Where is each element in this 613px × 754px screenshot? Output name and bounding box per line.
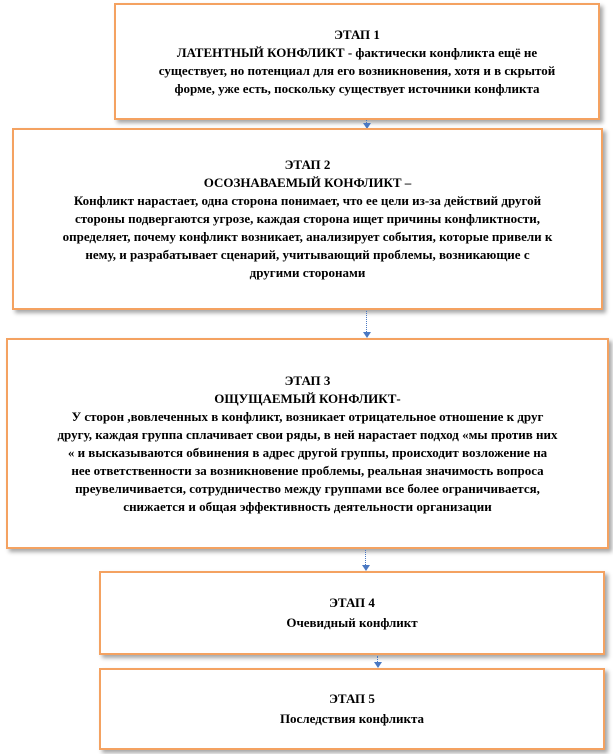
stage-2-text-line: нему, и разрабатывает сценарий, учитывающий проблемы, возникающие с bbox=[85, 247, 530, 262]
stage-3-text-line: снижается и общая эффективность деятельности организации bbox=[123, 498, 492, 514]
arrow-2-to-3 bbox=[363, 311, 371, 338]
stage-2-text-line: другими сторонами bbox=[249, 265, 366, 280]
stage-3-text-line: нее ответственности за возникновение проблемы, реальная значимость вопроса bbox=[71, 462, 544, 478]
stage-2-box bbox=[12, 128, 603, 310]
stage-3-text-line: « и высказываются обвинения в адрес другой группы, происходит возложение на bbox=[67, 444, 548, 460]
stage-2-text-line: стороны подвергаются угрозе, каждая сторона ищет причины конфликтности, bbox=[74, 211, 541, 226]
stage-4-label: ЭТАП 4 bbox=[329, 595, 375, 610]
stage-4-title: Очевидный конфликт bbox=[286, 615, 418, 630]
stage-1-text-line: существует, но потенциал для его возникновения, хотя и в скрытой bbox=[158, 62, 556, 78]
stage-2-text-line: Конфликт нарастает, одна сторона понимает, что ее цели из-за действий другой bbox=[73, 193, 542, 208]
stage-1-text-line: ЛАТЕНТНЫЙ КОНФЛИКТ - фактически конфликта ещё не bbox=[176, 44, 538, 60]
stage-2-text-line: определяет, почему конфликт возникает, анализирует события, которые привели к bbox=[62, 229, 553, 244]
stage-4-box bbox=[99, 571, 605, 655]
stage-5-label: ЭТАП 5 bbox=[329, 691, 375, 706]
stage-1-label: ЭТАП 1 bbox=[334, 26, 380, 42]
stage-3-label: ЭТАП 3 bbox=[284, 372, 331, 388]
stage-3-title: ОЩУЩАЕМЫЙ КОНФЛИКТ- bbox=[214, 390, 401, 406]
stage-1-text-line: форме, уже есть, поскольку существует источники конфликта bbox=[174, 80, 540, 96]
stage-3-text-line: другу, каждая группа сплачивает свои ряды, в ней нарастает подход «мы против них bbox=[57, 426, 558, 442]
arrow-4-to-5 bbox=[374, 656, 382, 668]
stage-5-box bbox=[99, 668, 605, 750]
stage-3-box bbox=[6, 338, 609, 549]
arrow-3-to-4 bbox=[362, 550, 370, 571]
stage-3-text-line: У сторон ,вовлеченных в конфликт, возникает отрицательное отношение к друг bbox=[71, 408, 544, 424]
stage-1-box bbox=[114, 3, 600, 120]
stage-3-text-line: преувеличивается, сотрудничество между группами все более ограничивается, bbox=[75, 480, 540, 496]
stage-2-title: ОСОЗНАВАЕМЫЙ КОНФЛИКТ – bbox=[203, 175, 412, 190]
stage-2-label: ЭТАП 2 bbox=[284, 157, 331, 172]
stage-5-title: Последствия конфликта bbox=[279, 711, 425, 726]
